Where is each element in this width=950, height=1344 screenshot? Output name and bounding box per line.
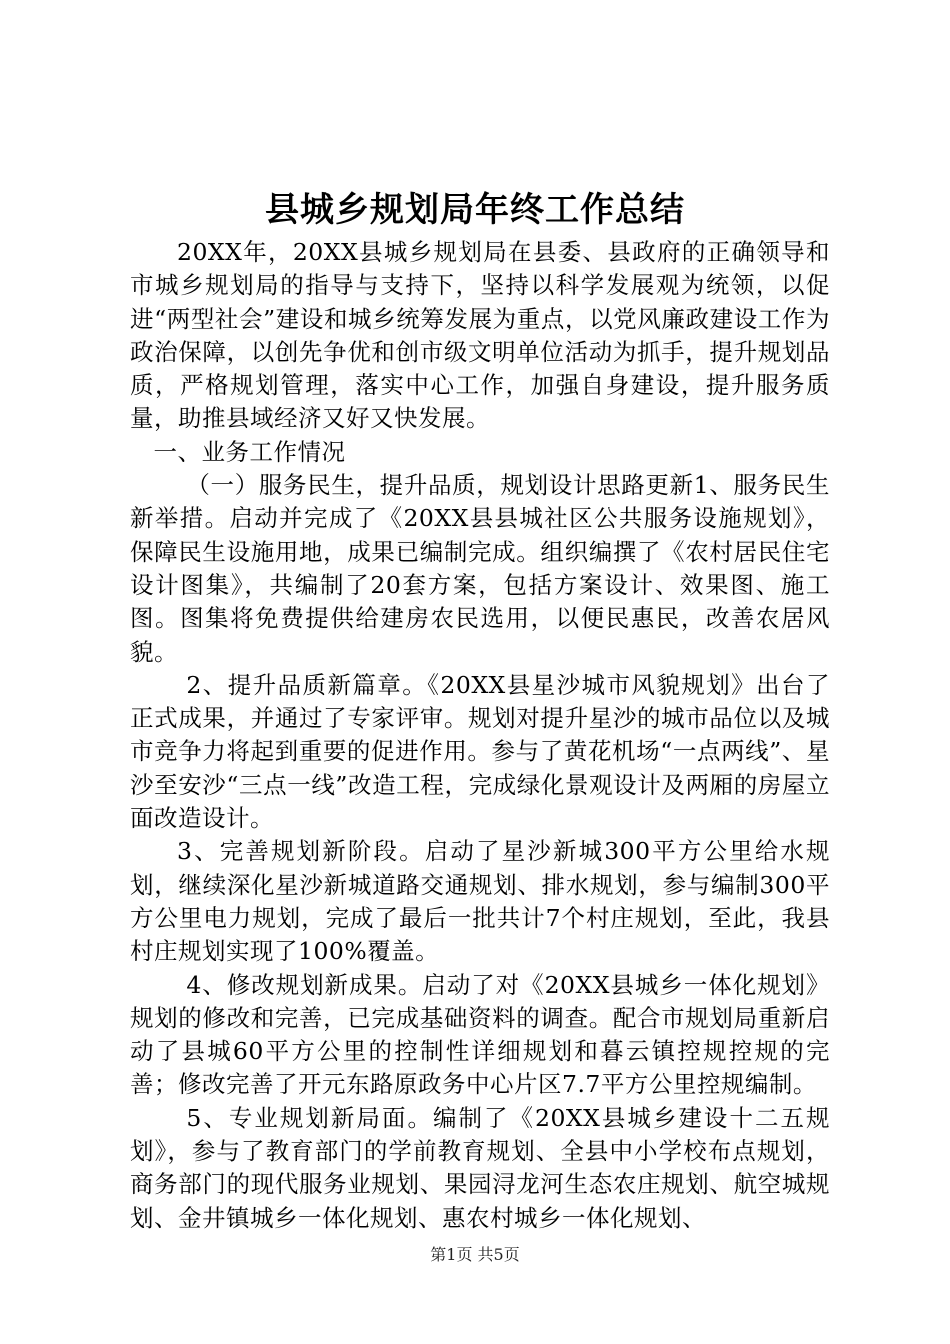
intro-paragraph: 20XX年，20XX县城乡规划局在县委、县政府的正确领导和市城乡规划局的指导与支持下，坚持以科学发展观为统领，以促进“两型社会”建设和城乡统筹发展为重点，以党风廉政建设工作为政治保障，以创先争优和创市级文明单位活动为抓手，提升规划品质，严格规划管理，落实中心工作，加强自身建设，提升服务质量，助推县域经济又好又快发展。 xyxy=(130,238,830,433)
document-body xyxy=(130,236,830,1235)
page-title: 县城乡规划局年终工作总结 xyxy=(265,190,685,230)
paragraph-item-3: 3、完善规划新阶段。启动了星沙新城300平方公里给水规划，继续深化星沙新城道路交通规划、排水规划，参与编制300平方公里电力规划，完成了最后一批共计7个村庄规划，至此，我县村庄规划实现了100%覆盖。 xyxy=(130,837,830,966)
paragraph-item-4: 4、修改规划新成果。启动了对《20XX县城乡一体化规划》规划的修改和完善，已完成基础资料的调查。配合市规划局重新启动了县城60平方公里的控制性详细规划和暮云镇控规控规的完善；修改完善了开元东路原政务中心片区7.7平方公里控规编制。 xyxy=(130,970,830,1099)
section-heading: 一、业务工作情况 xyxy=(153,437,346,466)
page-footer: 第1页 共5页 xyxy=(430,1245,520,1264)
paragraph-item-2: 2、提升品质新篇章。《20XX县星沙城市风貌规划》出台了正式成果，并通过了专家评审。规划对提升星沙的城市品位以及城市竞争力将起到重要的促进作用。参与了黄花机场“一点两线”、星沙至安沙“三点一线”改造工程，完成绿化景观设计及两厢的房屋立面改造设计。 xyxy=(130,670,830,833)
paragraph-item-5: 5、专业规划新局面。编制了《20XX县城乡建设十二五规划》，参与了教育部门的学前教育规划、全县中小学校布点规划，商务部门的现代服务业规划、果园浔龙河生态农庄规划、航空城规划、金井镇城乡一体化规划、惠农村城乡一体化规划、 xyxy=(130,1103,830,1232)
paragraph-item-1: （一）服务民生，提升品质，规划设计思路更新1、服务民生新举措。启动并完成了《20XX县县城社区公共服务设施规划》，保障民生设施用地，成果已编制完成。组织编撰了《农村居民住宅设计图集》，共编制了20套方案，包括方案设计、效果图、施工图。图集将免费提供给建房农民选用，以便民惠民，改善农居风貌。 xyxy=(130,471,830,666)
